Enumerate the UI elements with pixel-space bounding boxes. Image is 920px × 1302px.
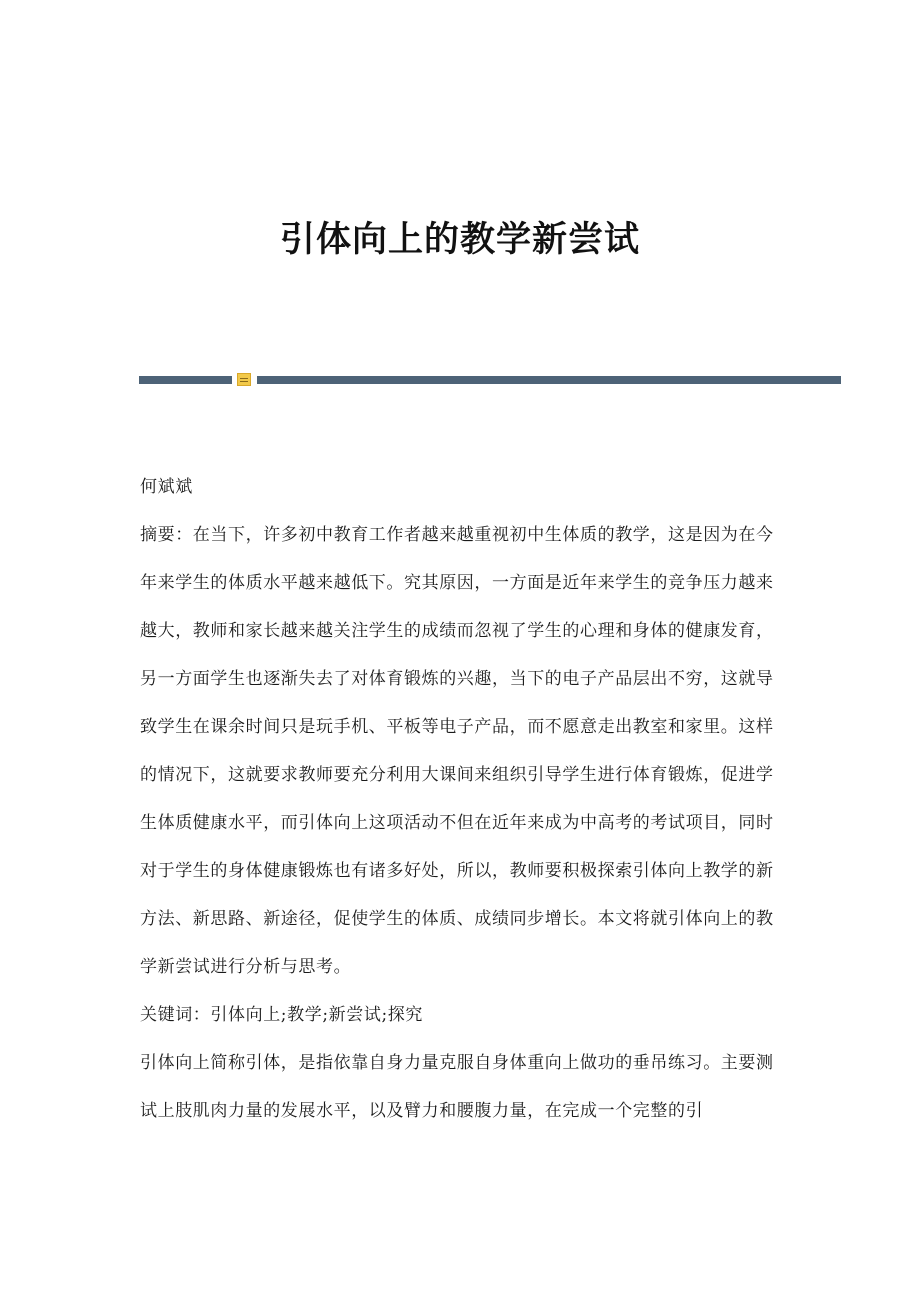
abstract-paragraph: 摘要：在当下，许多初中教育工作者越来越重视初中生体质的教学，这是因为在今年来学生的体质水平越来越低下。究其原因，一方面是近年来学生的竞争压力越来越大，教师和家长越来越关注学生的成绩而忽视了学生的心理和身体的健康发育，另一方面学生也逐渐失去了对体育锻炼的兴趣，当下的电子产品层出不穷，这就导致学生在课余时间只是玩手机、平板等电子产品，而不愿意走出教室和家里。这样的情况下，这就要求教师要充分利用大课间来组织引导学生进行体育锻炼，促进学生体质健康水平，而引体向上这项活动不但在近年来成为中高考的考试项目，同时对于学生的身体健康锻炼也有诸多好处，所以，教师要积极探索引体向上教学的新方法、新思路、新途径，促使学生的体质、成绩同步增长。本文将就引体向上的教学新尝试进行分析与思考。 bbox=[140, 525, 774, 977]
divider-bar-right bbox=[257, 376, 841, 384]
divider-ornament-icon bbox=[237, 373, 251, 386]
title-divider bbox=[139, 373, 841, 387]
keywords-line: 关键词：引体向上;教学;新尝试;探究 bbox=[140, 1005, 423, 1025]
author-name: 何斌斌 bbox=[140, 477, 193, 497]
document-title: 引体向上的教学新尝试 bbox=[279, 219, 640, 260]
document-body bbox=[140, 463, 780, 1135]
divider-bar-left bbox=[139, 376, 232, 384]
body-paragraph: 引体向上简称引体，是指依靠自身力量克服自身体重向上做功的垂吊练习。主要测试上肢肌肉力量的发展水平，以及臂力和腰腹力量，在完成一个完整的引 bbox=[140, 1053, 774, 1121]
